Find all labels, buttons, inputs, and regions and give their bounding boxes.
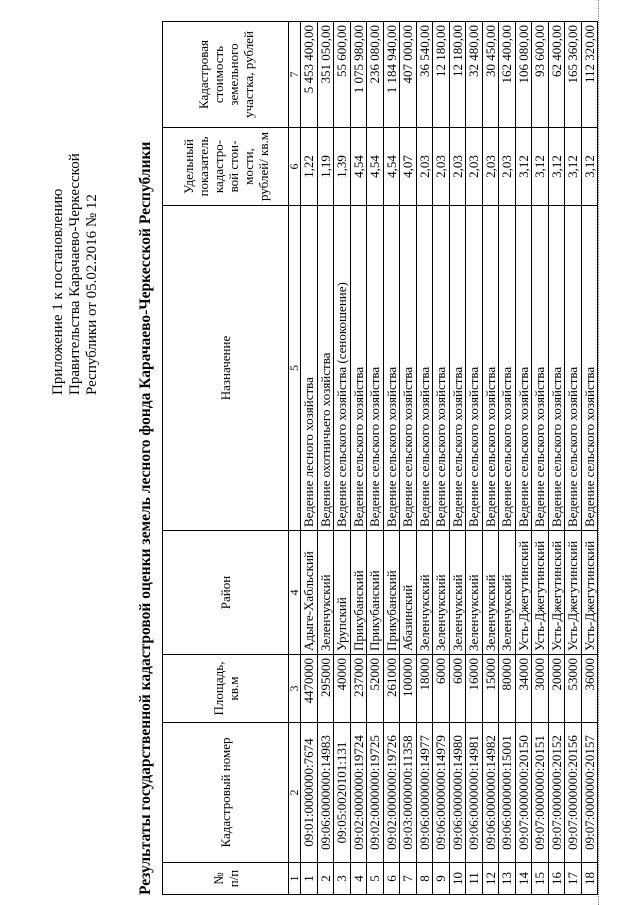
district-cell: Усть-Джегутинский — [548, 531, 565, 655]
column-number: 2 — [289, 723, 301, 863]
cadastral-value-cell: 407 000,00 — [400, 22, 417, 128]
table-row — [449, 22, 466, 895]
cadastral-value-cell: 55 600,00 — [334, 22, 351, 128]
purpose-cell: Ведение сельского хозяйства — [466, 206, 483, 531]
purpose-cell: Ведение сельского хозяйства — [482, 206, 499, 531]
cadastral-value-cell: 62 400,00 — [548, 22, 565, 128]
column-number: 5 — [289, 206, 301, 531]
purpose-cell: Ведение сельского хозяйства — [548, 206, 565, 531]
cadastral-value-cell: 12 180,00 — [433, 22, 450, 128]
cadastral-value-cell: 30 450,00 — [482, 22, 499, 128]
cadastral-value-cell: 12 180,00 — [449, 22, 466, 128]
appendix-line-3: Республики от 05.02.2016 № 12 — [84, 194, 100, 395]
cadastral-value-cell: 112 320,00 — [581, 22, 598, 128]
unit-value-cell: 4,54 — [383, 128, 400, 206]
district-cell: Усть-Джегутинский — [581, 531, 598, 655]
row-number-cell: 9 — [433, 863, 450, 895]
district-cell: Зеленчукский — [499, 531, 516, 655]
area-cell: 4470000 — [301, 655, 318, 723]
row-number-cell: 17 — [565, 863, 582, 895]
purpose-cell: Ведение сельского хозяйства — [400, 206, 417, 531]
cadastral-number-cell: 09:01:0000000:7674 — [301, 723, 318, 863]
cadastral-value-cell: 351 050,00 — [317, 22, 334, 128]
area-cell: 30000 — [532, 655, 549, 723]
header-purpose: Назначение — [163, 206, 289, 531]
cadastral-number-cell: 09:07:0000000:20156 — [565, 723, 582, 863]
cadastral-value-cell: 36 540,00 — [416, 22, 433, 128]
cadastral-number-cell: 09:07:0000000:20157 — [581, 723, 598, 863]
cadastral-number-cell: 09:06:0000000:14981 — [466, 723, 483, 863]
table-row — [400, 22, 417, 895]
table-row — [581, 22, 598, 895]
table-row — [482, 22, 499, 895]
unit-value-cell: 3,12 — [581, 128, 598, 206]
cadastral-number-cell: 09:06:0000000:15001 — [499, 723, 516, 863]
area-cell: 80000 — [499, 655, 516, 723]
cadastral-value-cell: 5 453 400,00 — [301, 22, 318, 128]
area-cell: 20000 — [548, 655, 565, 723]
area-cell: 237000 — [350, 655, 367, 723]
cadastral-number-cell: 09:07:0000000:20151 — [532, 723, 549, 863]
row-number-cell: 1 — [301, 863, 318, 895]
table-row — [301, 22, 318, 895]
purpose-cell: Ведение сельского хозяйства — [383, 206, 400, 531]
unit-value-cell: 1,39 — [334, 128, 351, 206]
unit-value-cell: 2,03 — [466, 128, 483, 206]
area-cell: 34000 — [515, 655, 532, 723]
area-cell: 6000 — [449, 655, 466, 723]
cadastral-number-cell: 09:06:0000000:14977 — [416, 723, 433, 863]
cadastral-number-cell: 09:06:0000000:14982 — [482, 723, 499, 863]
row-number-cell: 14 — [515, 863, 532, 895]
cadastral-value-cell: 93 600,00 — [532, 22, 549, 128]
district-cell: Прикубанский — [383, 531, 400, 655]
row-number-cell: 7 — [400, 863, 417, 895]
row-number-cell: 12 — [482, 863, 499, 895]
column-number: 3 — [289, 655, 301, 723]
unit-value-cell: 2,03 — [499, 128, 516, 206]
area-cell: 36000 — [581, 655, 598, 723]
area-cell: 261000 — [383, 655, 400, 723]
area-cell: 6000 — [433, 655, 450, 723]
table-row — [565, 22, 582, 895]
district-cell: Усть-Джегутинский — [515, 531, 532, 655]
header-area: Площадь, кв.м — [163, 655, 289, 723]
area-cell: 15000 — [482, 655, 499, 723]
area-cell: 16000 — [466, 655, 483, 723]
column-number: 6 — [289, 128, 301, 206]
district-cell: Прикубанский — [350, 531, 367, 655]
cadastral-value-cell: 162 400,00 — [499, 22, 516, 128]
table-row — [433, 22, 450, 895]
row-number-cell: 13 — [499, 863, 516, 895]
row-number-cell: 5 — [367, 863, 384, 895]
purpose-cell: Ведение сельского хозяйства — [581, 206, 598, 531]
area-cell: 295000 — [317, 655, 334, 723]
row-number-cell: 4 — [350, 863, 367, 895]
purpose-cell: Ведение сельского хозяйства — [350, 206, 367, 531]
unit-value-cell: 2,03 — [433, 128, 450, 206]
cadastral-number-cell: 09:02:0000000:19724 — [350, 723, 367, 863]
district-cell: Зеленчукский — [433, 531, 450, 655]
header-cadastral-value: Кадастровая стоимость земельного участка, рублей — [163, 22, 289, 128]
unit-value-cell: 1,19 — [317, 128, 334, 206]
row-number-cell: 8 — [416, 863, 433, 895]
purpose-cell: Ведение сельского хозяйства — [499, 206, 516, 531]
unit-value-cell: 2,03 — [482, 128, 499, 206]
document-title: Результаты государственной кадастровой оценки земель лесного фонда Карачаево-Черкесской Республики — [137, 141, 154, 895]
table-row — [317, 22, 334, 895]
appendix-line-1: Приложение 1 к постановлению — [50, 188, 66, 395]
appendix-note — [50, 95, 101, 395]
row-number-cell: 15 — [532, 863, 549, 895]
row-number-cell: 3 — [334, 863, 351, 895]
header-cadastral-number: Кадастровый номер — [163, 723, 289, 863]
cadastral-number-cell: 09:03:0000000:11358 — [400, 723, 417, 863]
table-row — [350, 22, 367, 895]
table-row — [334, 22, 351, 895]
cadastral-value-cell: 1 184 940,00 — [383, 22, 400, 128]
cadastral-value-cell: 106 080,00 — [515, 22, 532, 128]
cadastral-number-cell: 09:07:0000000:20152 — [548, 723, 565, 863]
purpose-cell: Ведение сельского хозяйства — [416, 206, 433, 531]
row-number-cell: 2 — [317, 863, 334, 895]
purpose-cell: Ведение сельского хозяйства — [449, 206, 466, 531]
purpose-cell: Ведение сельского хозяйства — [515, 206, 532, 531]
unit-value-cell: 2,03 — [449, 128, 466, 206]
district-cell: Зеленчукский — [482, 531, 499, 655]
unit-value-cell: 1,22 — [301, 128, 318, 206]
cadastral-number-cell: 09:05:0020101:131 — [334, 723, 351, 863]
purpose-cell: Ведение сельского хозяйства — [367, 206, 384, 531]
district-cell: Зеленчукский — [416, 531, 433, 655]
district-cell: Усть-Джегутинский — [565, 531, 582, 655]
unit-value-cell: 2,03 — [416, 128, 433, 206]
page-bottom-rule — [598, 0, 599, 905]
row-number-cell: 6 — [383, 863, 400, 895]
cadastral-number-cell: 09:06:0000000:14980 — [449, 723, 466, 863]
row-number-cell: 10 — [449, 863, 466, 895]
row-number-cell: 18 — [581, 863, 598, 895]
cadastral-value-cell: 32 480,00 — [466, 22, 483, 128]
unit-value-cell: 3,12 — [515, 128, 532, 206]
column-number: 4 — [289, 531, 301, 655]
cadastral-number-cell: 09:06:0000000:14979 — [433, 723, 450, 863]
cadastral-valuation-table — [162, 21, 598, 895]
cadastral-value-cell: 1 075 980,00 — [350, 22, 367, 128]
unit-value-cell: 4,54 — [350, 128, 367, 206]
purpose-cell: Ведение сельского хозяйства — [433, 206, 450, 531]
header-row — [163, 22, 289, 895]
area-cell: 100000 — [400, 655, 417, 723]
table-row — [548, 22, 565, 895]
column-number: 7 — [289, 22, 301, 128]
district-cell: Урупский — [334, 531, 351, 655]
cadastral-number-cell: 09:02:0000000:19726 — [383, 723, 400, 863]
district-cell: Абазинский — [400, 531, 417, 655]
unit-value-cell: 4,07 — [400, 128, 417, 206]
table-row — [416, 22, 433, 895]
area-cell: 52000 — [367, 655, 384, 723]
table-row — [515, 22, 532, 895]
cadastral-number-cell: 09:07:0000000:20150 — [515, 723, 532, 863]
area-cell: 18000 — [416, 655, 433, 723]
header-num: № п/п — [163, 863, 289, 895]
table-row — [466, 22, 483, 895]
table-row — [367, 22, 384, 895]
purpose-cell: Ведение сельского хозяйства — [565, 206, 582, 531]
area-cell: 53000 — [565, 655, 582, 723]
purpose-cell: Ведение сельского хозяйства (сенокошение) — [334, 206, 351, 531]
column-number: 1 — [289, 863, 301, 895]
district-cell: Зеленчукский — [449, 531, 466, 655]
purpose-cell: Ведение сельского хозяйства — [532, 206, 549, 531]
header-district: Район — [163, 531, 289, 655]
district-cell: Прикубанский — [367, 531, 384, 655]
unit-value-cell: 3,12 — [548, 128, 565, 206]
unit-value-cell: 4,54 — [367, 128, 384, 206]
header-unit-value: Удельный показатель кадастро-вой стои-мости, рублей/ кв.м — [163, 128, 289, 206]
district-cell: Усть-Джегутинский — [532, 531, 549, 655]
district-cell: Адыге-Хабльский — [301, 531, 318, 655]
appendix-line-2: Правительства Карачаево-Черкесской — [67, 153, 83, 395]
table-row — [532, 22, 549, 895]
row-number-cell: 16 — [548, 863, 565, 895]
unit-value-cell: 3,12 — [565, 128, 582, 206]
row-number-cell: 11 — [466, 863, 483, 895]
cadastral-value-cell: 236 080,00 — [367, 22, 384, 128]
area-cell: 40000 — [334, 655, 351, 723]
purpose-cell: Ведение охотничьего хозяйства — [317, 206, 334, 531]
purpose-cell: Ведение лесного хозяйства — [301, 206, 318, 531]
district-cell: Зеленчукский — [317, 531, 334, 655]
column-number-row — [289, 22, 301, 895]
cadastral-number-cell: 09:06:0000000:14983 — [317, 723, 334, 863]
district-cell: Зеленчукский — [466, 531, 483, 655]
table-row — [499, 22, 516, 895]
cadastral-number-cell: 09:02:0000000:19725 — [367, 723, 384, 863]
cadastral-value-cell: 165 360,00 — [565, 22, 582, 128]
table-row — [383, 22, 400, 895]
unit-value-cell: 3,12 — [532, 128, 549, 206]
